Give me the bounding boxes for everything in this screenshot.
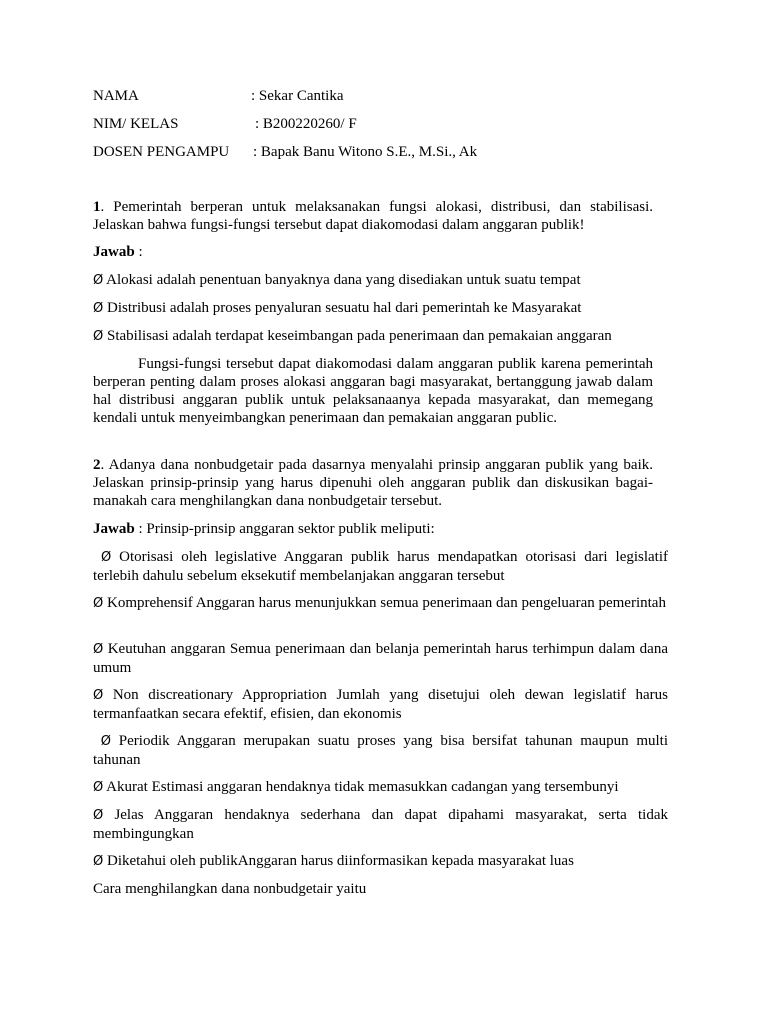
dosen-value: : Bapak Banu Witono S.E., M.Si., Ak [253,144,478,160]
answer-2-bullet [93,594,668,613]
bullet-arrow-icon: Ø [93,301,104,316]
bullet-arrow-icon: Ø [100,734,112,749]
answer-2-bullet [93,852,668,871]
question-2-number: 2 [93,457,101,473]
answer-1-bullet-text: Stabilisasi adalah terdapat keseimbangan pada penerimaan dan pemakaian anggaran [106,328,612,344]
nama-value: : Sekar Cantika [251,88,344,104]
answer-2-bullet [93,548,668,585]
bullet-arrow-icon: Ø [93,596,104,611]
answer-1-bullet-text: Alokasi adalah penentuan banyaknya dana yang disediakan untuk suatu tempat [106,272,581,288]
answer-2-bullet [93,806,668,843]
bullet-arrow-icon: Ø [93,273,104,288]
bullet-arrow-icon: Ø [93,642,104,657]
answer-1-bullet [93,299,668,318]
answer-1-label: Jawab [93,244,135,260]
closing-line: Cara menghilangkan dana nonbudgetair yaitu [93,881,367,897]
answer-1-label-suffix: : [134,244,143,260]
answer-2-bullet-text: Diketahui oleh publikAnggaran harus diinformasikan kepada masyarakat luas [106,853,574,869]
answer-1-bullet-text: Distribusi adalah proses penyaluran sesuatu hal dari pemerintah ke Masyarakat [106,300,582,316]
answer-1-bullet [93,327,668,346]
question-2-text: . Adanya dana nonbudgetair pada dasarnya menyalahi prinsip anggaran publik yang baik. Jelaskan prinsip-prinsip yang harus dipenuhi oleh anggaran publik dan diskusikan bagai-manakah cara menghilangkan dana nonbudgetair tersebut. [93,457,653,509]
bullet-arrow-icon: Ø [93,329,104,344]
answer-2-bullet-text: Keutuhan anggaran Semua penerimaan dan belanja pemerintah harus terhimpun dalam dana umum [93,641,668,676]
bullet-arrow-icon: Ø [93,780,104,795]
nim-value: : B200220260/ F [255,116,357,132]
question-1 [93,198,653,234]
bullet-arrow-icon: Ø [93,854,104,869]
question-2 [93,456,653,510]
answer-1-paragraph: Fungsi-fungsi tersebut dapat diakomodasi dalam anggaran publik karena pemerintah berperan penting dalam proses alokasi anggaran bagi masyarakat, bertanggung jawab dalam hal distribusi anggaran publik untuk pelaksanaanya kepada masyarakat, dan memegang kendali untuk menyeimbangkan penerimaan dan pemakaian anggaran public. [93,356,653,426]
answer-2-bullet-text: Jelas Anggaran hendaknya sederhana dan dapat dipahami masyarakat, serta tidak membingungkan [93,807,668,842]
nim-label: NIM/ KELAS [93,116,179,132]
answer-2-bullet-text: Komprehensif Anggaran harus menunjukkan semua penerimaan dan pengeluaran pemerintah [106,595,666,611]
nama-label: NAMA [93,88,139,104]
answer-2-bullet [93,640,668,677]
answer-2-bullet-text: Otorisasi oleh legislative Anggaran publik harus mendapatkan otorisasi dari legislatif terlebih dahulu sebelum eksekutif membelanjakan anggaran tersebut [93,549,669,584]
dosen-label: DOSEN PENGAMPU [93,144,230,160]
answer-2-bullet-text: Periodik Anggaran merupakan suatu proses yang bisa bersifat tahunan maupun multi tahunan [93,733,669,768]
question-1-text: . Pemerintah berperan untuk melaksanakan fungsi alokasi, distribusi, dan stabilisasi. Jelaskan bahwa fungsi-fungsi tersebut dapat diakomodasi dalam anggaran publik! [93,199,653,233]
bullet-arrow-icon: Ø [93,808,104,823]
answer-2-bullet-text: Non discreationary Appropriation Jumlah yang disetujui oleh dewan legislatif harus termanfaatkan secara efektif, efisien, dan ekonomis [93,687,668,722]
answer-2-bullet-text: Akurat Estimasi anggaran hendaknya tidak memasukkan cadangan yang tersembunyi [106,779,619,795]
answer-2-intro-text: : Prinsip-prinsip anggaran sektor publik meliputi: [134,521,435,537]
question-1-number: 1 [93,199,101,215]
answer-1-label-row [93,243,653,261]
answer-2-intro [93,520,653,538]
bullet-arrow-icon: Ø [93,688,104,703]
answer-2-bullet [93,732,668,769]
answer-2-label: Jawab [93,521,135,537]
answer-2-bullet [93,686,668,723]
answer-1-bullet [93,271,668,290]
bullet-arrow-icon: Ø [100,550,112,565]
answer-2-bullet [93,778,668,797]
